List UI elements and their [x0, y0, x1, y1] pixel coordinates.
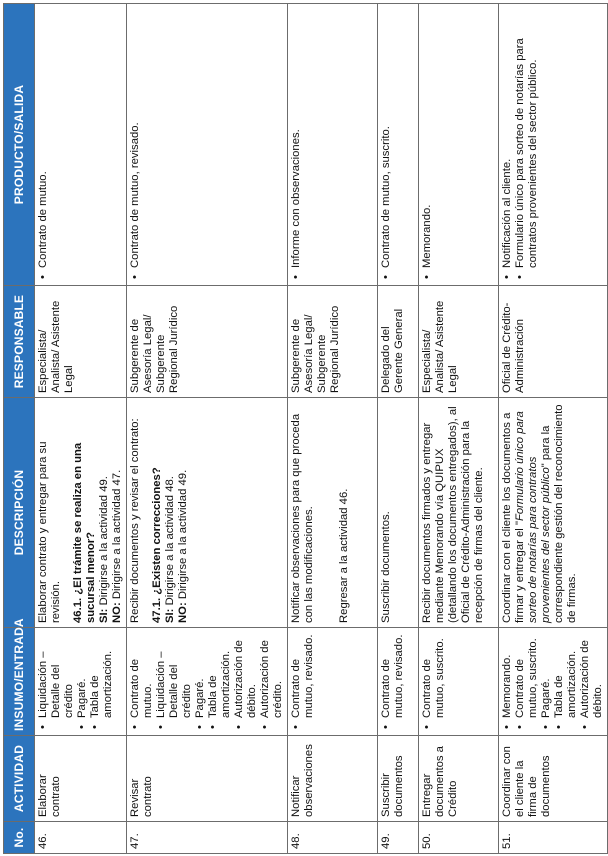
input-item: • Tabla de amortización. [553, 632, 579, 718]
header-insumo: INSUMO/ENTRADA [4, 628, 35, 736]
activity-name: Elaborar contrato [35, 736, 127, 822]
header-no: No. [4, 822, 35, 854]
description-text [501, 402, 579, 623]
description-cell [35, 398, 127, 628]
input-item: • Pagaré. [76, 632, 89, 718]
input-list-cell [127, 628, 288, 736]
activity-name: Revisar contrato [127, 736, 288, 822]
row-number: 50. [419, 822, 499, 854]
activities-table [3, 3, 608, 854]
input-item: • Autorización de débito. [233, 632, 259, 718]
table-row [127, 4, 288, 854]
responsible-cell: Oficial de Crédito-Administración [499, 286, 608, 398]
decision-question: 46.1. ¿El trámite se realiza en una sucursal menor? [72, 442, 97, 623]
output-item: • Contrato de mutuo, suscrito. [380, 8, 393, 268]
yes-label: SI: [98, 608, 110, 623]
activity-name: Coordinar con el cliente la firma de documentos [499, 736, 608, 822]
description-text-part: " para la correspondiente gestión del reconocimiento de firmas. [540, 404, 578, 623]
yes-text: Dirigirse a la actividad 49. [98, 476, 110, 609]
row-number: 49. [378, 822, 419, 854]
input-item: • Memorando. [501, 632, 514, 718]
yes-text: Dirigirse a la actividad 48. [164, 476, 176, 609]
table-row [419, 4, 499, 854]
table-row [35, 4, 127, 854]
row-number: 46. [35, 822, 127, 854]
output-item: • Informe con observaciones. [290, 8, 303, 268]
input-item: • Pagaré. [194, 632, 207, 718]
input-item: • Liquidación – Detalle del crédito [155, 632, 194, 718]
responsible-cell: Subgerente de Asesoría Legal/ Subgerente Regional Jurídico [127, 286, 288, 398]
header-actividad: ACTIVIDAD [4, 736, 35, 822]
output-list-cell [378, 4, 419, 286]
output-item: • Formulario único para sorteo de notarías para contratos provenientes del sector público. [514, 8, 540, 268]
input-list-cell [288, 628, 378, 736]
description-text: Notificar observaciones para que proceda con las modificaciones. [290, 413, 315, 623]
no-label: NO: [177, 602, 189, 623]
table-row [378, 4, 419, 854]
input-item: • Tabla de amortización. [89, 632, 115, 718]
input-list-cell [419, 628, 499, 736]
row-number: 47. [127, 822, 288, 854]
row-number: 48. [288, 822, 378, 854]
responsible-cell: Subgerente de Asesoría Legal/ Subgerente Regional Jurídico [288, 286, 378, 398]
decision-question: 47.1. ¿Existen correcciones? [151, 467, 163, 623]
header-descripcion: DESCRIPCIÓN [4, 398, 35, 628]
input-item: • Liquidación – Detalle del crédito [37, 632, 76, 718]
output-list-cell [35, 4, 127, 286]
input-item: • Pagaré. [540, 632, 553, 718]
output-item: • Contrato de mutuo. [37, 8, 50, 268]
responsible-cell: Especialista/ Analista/ Asistente Legal [419, 286, 499, 398]
output-item: • Memorando. [421, 8, 434, 268]
input-item: • Contrato de mutuo, revisado. [290, 632, 316, 718]
description-cell [419, 398, 499, 628]
output-item: • Notificación al cliente. [501, 8, 514, 268]
header-responsable: RESPONSABLE [4, 286, 35, 398]
description-text: Elaborar contrato y entregar para su revisión. [37, 441, 62, 623]
output-list-cell [288, 4, 378, 286]
decision-yes [98, 402, 111, 623]
header-producto: PRODUCTO/SALIDA [4, 4, 35, 286]
description-cell [378, 398, 419, 628]
decision-yes [164, 402, 177, 623]
output-item: • Contrato de mutuo, revisado. [129, 8, 142, 268]
input-item: • Contrato de mutuo, suscrito. [421, 632, 447, 718]
output-list-cell [499, 4, 608, 286]
description-text-part: Coordinar con el cliente los documentos a firmar y entregar el " [501, 412, 526, 623]
input-item: • Contrato de mutuo, suscrito. [514, 632, 540, 718]
decision-no [111, 402, 124, 623]
description-cell [288, 398, 378, 628]
activity-name: Notificar observaciones [288, 736, 378, 822]
description-cell [127, 398, 288, 628]
input-item: • Contrato de mutuo. [129, 632, 155, 718]
activity-name: Entregar documentos a Crédito [419, 736, 499, 822]
input-item: • Autorización de débito. [579, 632, 605, 718]
description-text: Suscribir documentos. [380, 511, 392, 623]
responsible-cell: Delegado del Gerente General [378, 286, 419, 398]
table-row [499, 4, 608, 854]
description-text: Recibir documentos firmados y entregar mediante Memorando vía QUIPUX (detallando los documentos entregados), al Oficial de Crédito-Administración para la recepción de firmas del cliente. [421, 406, 485, 623]
output-list-cell [419, 4, 499, 286]
no-text: Dirigirse a la actividad 49. [177, 469, 189, 603]
input-list-cell [499, 628, 608, 736]
activity-name: Suscribir documentos [378, 736, 419, 822]
input-item: • Contrato de mutuo, revisado. [380, 632, 406, 718]
input-item: • Autorización de crédito. [259, 632, 285, 718]
description-cell [499, 398, 608, 628]
input-item: • Tabla de amortización. [207, 632, 233, 718]
no-text: Dirigirse a la actividad 47. [111, 469, 123, 603]
input-list-cell [378, 628, 419, 736]
table-row [288, 4, 378, 854]
input-list-cell [35, 628, 127, 736]
yes-label: SI: [164, 608, 176, 623]
description-form-name: Formulario único para sorteo de notarías para contratos provenientes del sector público [514, 411, 552, 623]
responsible-cell: Especialista/ Analista/ Asistente Legal [35, 286, 127, 398]
no-label: NO: [111, 602, 123, 623]
row-number: 51. [499, 822, 608, 854]
description-text: Recibir documentos y revisar el contrato: [129, 418, 141, 623]
decision-no [177, 402, 190, 623]
description-text: Regresar a la actividad 46. [338, 488, 350, 623]
table-header-row [4, 4, 35, 854]
output-list-cell [127, 4, 288, 286]
